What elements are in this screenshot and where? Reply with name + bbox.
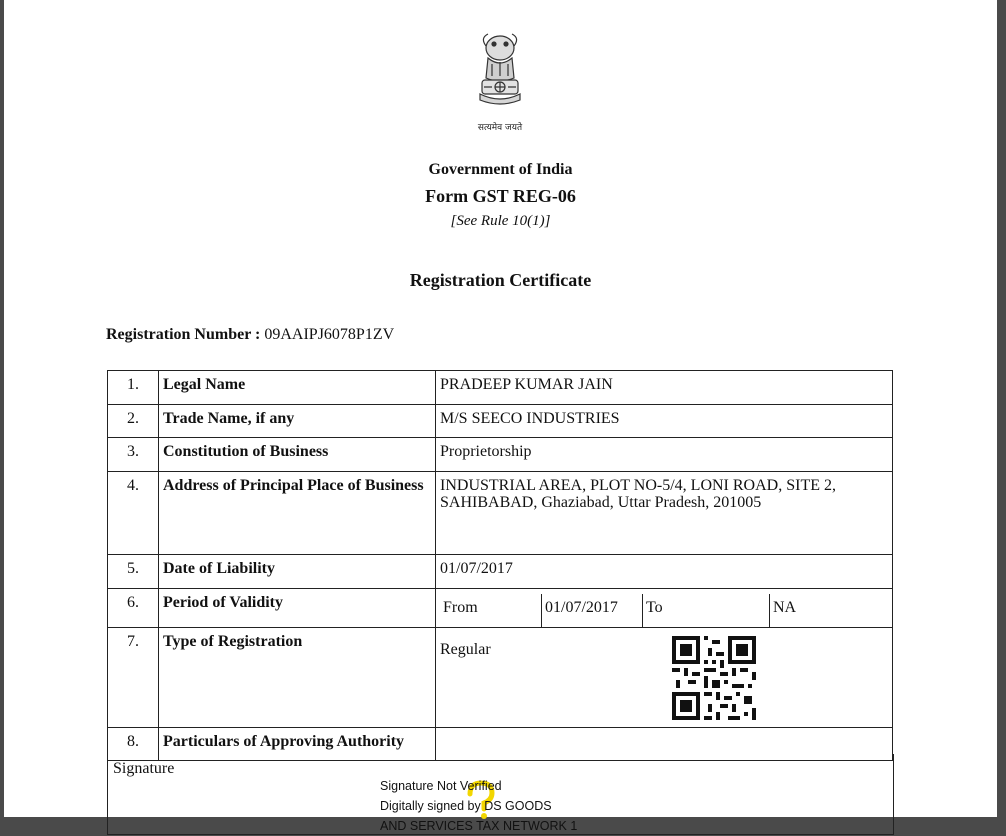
registration-type-value: Regular	[440, 641, 491, 658]
table-row	[108, 472, 893, 555]
qr-code-icon	[672, 636, 756, 720]
government-heading: Government of India	[428, 161, 573, 178]
row-label: Legal Name	[159, 371, 436, 405]
ashoka-lion-capital-icon	[466, 30, 534, 118]
row-number: 4.	[108, 472, 159, 555]
signature-label: Signature	[113, 760, 175, 777]
row-label: Date of Liability	[159, 555, 436, 589]
table-row	[108, 405, 893, 438]
row-value	[436, 628, 893, 728]
row-value: Proprietorship	[436, 438, 893, 472]
signature-signer: Digitally signed by DS GOODS	[380, 799, 552, 813]
table-row	[108, 589, 893, 628]
registration-number-label: Registration Number :	[106, 326, 261, 343]
row-number: 3.	[108, 438, 159, 472]
table-row	[108, 628, 893, 728]
motto-text: सत्यमेव जयते	[477, 123, 523, 133]
row-label: Trade Name, if any	[159, 405, 436, 438]
row-value: INDUSTRIAL AREA, PLOT NO-5/4, LONI ROAD, SITE 2, SAHIBABAD, Ghaziabad, Uttar Pradesh, 201005	[436, 472, 893, 555]
table-row	[108, 371, 893, 405]
details-table	[107, 370, 893, 761]
row-value: M/S SEECO INDUSTRIES	[436, 405, 893, 438]
validity-from-date: 01/07/2017	[541, 594, 642, 627]
row-number: 5.	[108, 555, 159, 589]
certificate-page	[4, 0, 997, 833]
national-emblem	[466, 30, 534, 136]
row-number: 7.	[108, 628, 159, 728]
row-label: Constitution of Business	[159, 438, 436, 472]
row-number: 2.	[108, 405, 159, 438]
row-label: Period of Validity	[159, 589, 436, 628]
signature-verification-text	[380, 776, 577, 836]
registration-number-line	[106, 326, 394, 344]
signature-signer-line2: AND SERVICES TAX NETWORK 1	[380, 819, 578, 833]
row-number: 8.	[108, 728, 159, 761]
validity-subrow	[440, 594, 888, 627]
validity-cell	[436, 589, 893, 628]
row-number: 1.	[108, 371, 159, 405]
row-label: Type of Registration	[159, 628, 436, 728]
row-label: Address of Principal Place of Business	[159, 472, 436, 555]
rule-reference: [See Rule 10(1)]	[450, 213, 551, 229]
row-value: PRADEEP KUMAR JAIN	[436, 371, 893, 405]
form-title: Form GST REG-06	[425, 186, 576, 206]
row-label: Particulars of Approving Authority	[159, 728, 436, 761]
validity-to-date: NA	[769, 594, 888, 627]
validity-from-label: From	[443, 599, 478, 616]
row-number: 6.	[108, 589, 159, 628]
certificate-title: Registration Certificate	[409, 270, 592, 290]
registration-number-value: 09AAIPJ6078P1ZV	[264, 326, 395, 343]
row-value: 01/07/2017	[436, 555, 893, 589]
validity-to-label: To	[642, 594, 769, 627]
signature-box	[107, 754, 894, 835]
table-row	[108, 438, 893, 472]
signature-status: Signature Not Verified	[380, 779, 502, 793]
table-row	[108, 555, 893, 589]
